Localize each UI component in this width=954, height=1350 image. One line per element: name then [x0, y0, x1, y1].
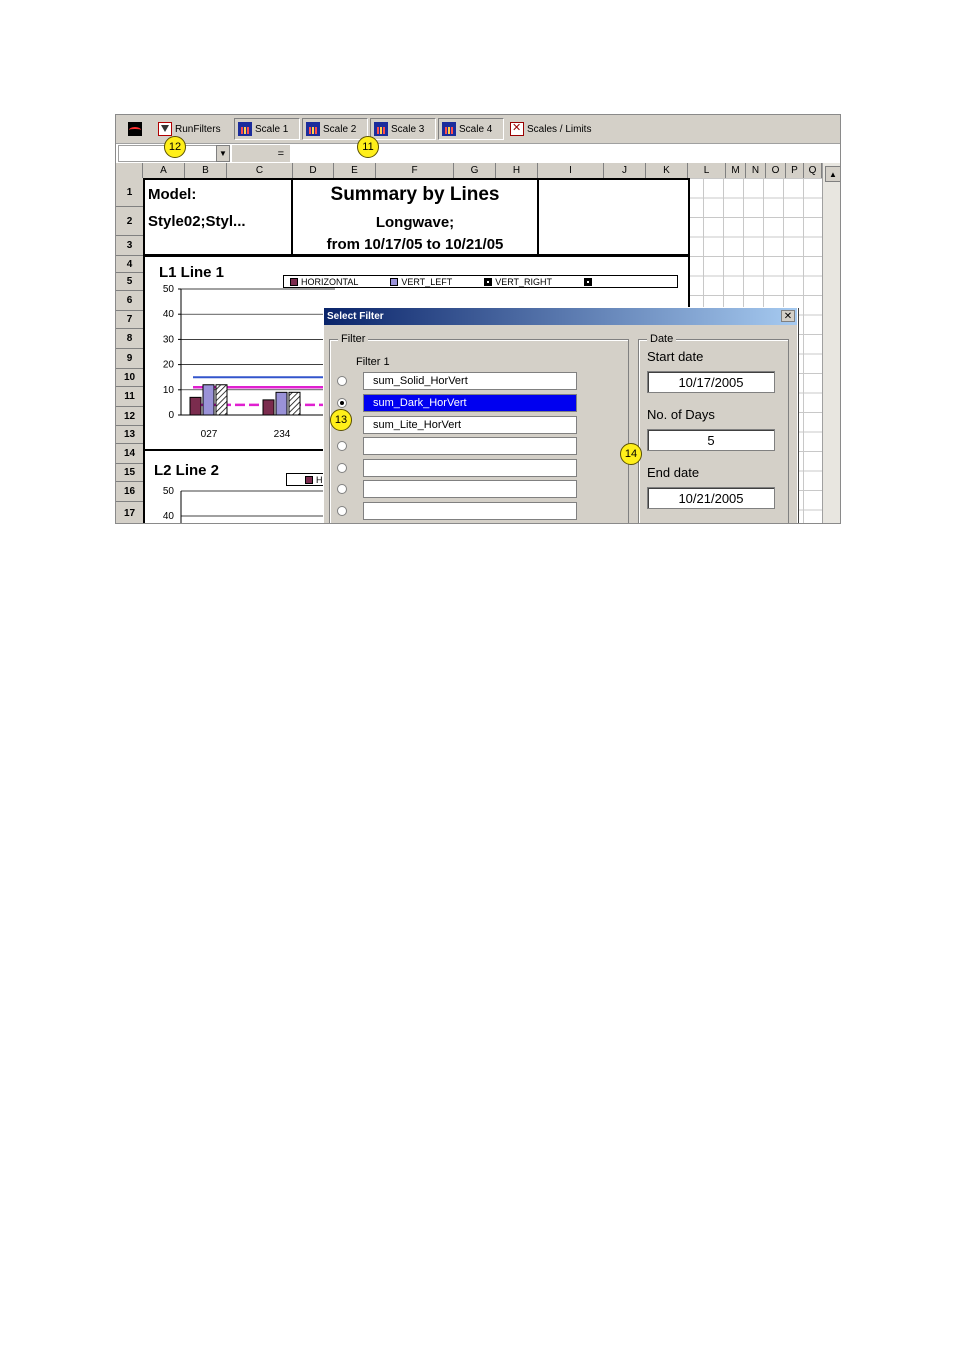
legend-item [584, 278, 595, 286]
filter-item[interactable]: sum_Solid_HorVert [363, 372, 577, 390]
chart-legend [283, 275, 678, 288]
bar [203, 385, 214, 415]
scale-2-label: Scale 2 [323, 123, 357, 135]
y-tick-label: 30 [162, 334, 174, 346]
run-filters-label: RunFilters [175, 123, 221, 135]
dialog-title: Select Filter [327, 311, 384, 322]
column-header[interactable]: I [538, 163, 604, 178]
start-date-field[interactable]: 10/17/2005 [647, 371, 775, 393]
column-header[interactable]: D [293, 163, 334, 178]
model-box [143, 178, 293, 256]
filter-item[interactable] [363, 459, 577, 477]
y-tick-label: 40 [162, 309, 174, 321]
scale-1-button[interactable] [234, 118, 300, 140]
filter-item[interactable]: sum_Lite_HorVert [363, 416, 577, 434]
excel-window [115, 114, 841, 524]
row-header[interactable]: 10 [116, 369, 143, 387]
date-group [638, 333, 789, 524]
y-tick-label: 40 [162, 511, 174, 522]
bar-chart-icon [238, 122, 252, 136]
chart-title: L1 Line 1 [159, 264, 225, 281]
column-header[interactable]: Q [804, 163, 822, 178]
bar [263, 400, 274, 415]
date-group-label: Date [647, 333, 676, 345]
column-header[interactable]: F [376, 163, 454, 178]
date-range: from 10/17/05 to 10/21/05 [326, 236, 504, 253]
bar [190, 397, 201, 415]
callout-badge: 14 [620, 443, 642, 465]
row-headers [116, 178, 143, 524]
page-title: Summary by Lines [330, 184, 500, 205]
legend-item: VERT_LEFT [390, 277, 452, 287]
chart-title: L2 Line 2 [154, 462, 220, 479]
column-header[interactable]: N [746, 163, 766, 178]
filter-radio[interactable] [337, 484, 347, 494]
y-tick-label: 20 [162, 359, 174, 371]
row-header[interactable]: 15 [116, 464, 143, 482]
column-header[interactable]: C [227, 163, 293, 178]
filter-item[interactable] [363, 502, 577, 520]
filter-radio[interactable] [337, 506, 347, 516]
column-header[interactable]: L [688, 163, 726, 178]
filter-item-selected[interactable]: sum_Dark_HorVert [363, 394, 577, 412]
y-tick-label: 50 [162, 486, 174, 497]
legend-item: H [305, 475, 323, 485]
legend-item: VERT_RIGHT [484, 277, 552, 287]
row-header[interactable]: 8 [116, 329, 143, 349]
filter-item[interactable] [363, 480, 577, 498]
scale-3-label: Scale 3 [391, 123, 425, 135]
row-header[interactable]: 11 [116, 387, 143, 407]
bar [216, 385, 227, 415]
y-tick-label: 50 [162, 284, 174, 295]
num-days-field[interactable]: 5 [647, 429, 775, 451]
filter-icon [158, 122, 172, 136]
bar [276, 392, 287, 415]
x-tick-label: 027 [200, 429, 218, 440]
waveform-button[interactable] [124, 118, 150, 140]
row-header[interactable]: 2 [116, 207, 143, 236]
row-header[interactable]: 7 [116, 311, 143, 329]
select-filter-dialog [323, 307, 798, 524]
filter-item[interactable] [363, 437, 577, 455]
chevron-up-icon: ▲ [829, 169, 837, 179]
scale-4-label: Scale 4 [459, 123, 493, 135]
column-header[interactable]: E [334, 163, 376, 178]
bar-chart-icon [442, 122, 456, 136]
row-header[interactable]: 5 [116, 273, 143, 291]
formula-equals[interactable]: = [232, 145, 290, 162]
row-header[interactable]: 6 [116, 291, 143, 311]
filter-radio[interactable] [337, 463, 347, 473]
filter-group-label: Filter [338, 333, 368, 345]
filter-group [329, 333, 629, 524]
model-label: Model: [148, 186, 197, 203]
callout-badge: 11 [357, 136, 379, 158]
column-header[interactable]: K [646, 163, 688, 178]
legend-swatch [390, 278, 398, 286]
column-header[interactable]: H [496, 163, 538, 178]
column-header[interactable]: O [766, 163, 786, 178]
column-header[interactable]: J [604, 163, 646, 178]
formula-bar [116, 143, 841, 164]
filter-radio[interactable] [337, 376, 347, 386]
row-header[interactable]: 17 [116, 502, 143, 524]
chevron-down-icon: ▼ [219, 149, 227, 158]
legend-item: HORIZONTAL [290, 277, 358, 287]
column-header[interactable]: B [185, 163, 227, 178]
summary-right-box [537, 178, 690, 256]
end-date-field[interactable]: 10/21/2005 [647, 487, 775, 509]
page-subtitle: Longwave; [375, 214, 455, 231]
scale-1-label: Scale 1 [255, 123, 289, 135]
row-header[interactable]: 3 [116, 236, 143, 256]
callout-badge: 12 [164, 136, 186, 158]
y-tick-label: 0 [168, 410, 174, 421]
row-header[interactable]: 16 [116, 482, 143, 502]
legend-swatch [484, 278, 492, 286]
chart-1-plot [145, 279, 335, 449]
scale-4-button[interactable] [438, 118, 504, 140]
column-header[interactable]: P [786, 163, 804, 178]
vertical-scrollbar[interactable] [822, 163, 841, 524]
column-header[interactable]: A [143, 163, 185, 178]
bar-chart-icon [306, 122, 320, 136]
row-header[interactable]: 4 [116, 256, 143, 273]
bar [289, 392, 300, 415]
row-header[interactable]: 1 [116, 178, 143, 207]
start-date-label: Start date [647, 349, 704, 364]
scale-2-button[interactable] [302, 118, 368, 140]
filter-radio[interactable] [337, 441, 347, 451]
close-icon: ✕ [783, 310, 793, 322]
close-button[interactable] [781, 310, 795, 322]
scroll-up-arrow[interactable] [825, 166, 841, 182]
select-all-corner[interactable] [116, 163, 143, 178]
toolbar [116, 115, 841, 143]
row-header[interactable]: 13 [116, 426, 143, 444]
filter-radio[interactable] [337, 398, 347, 408]
run-filters-button[interactable] [154, 118, 232, 140]
column-header[interactable]: M [726, 163, 746, 178]
scales-limits-label: Scales / Limits [527, 123, 592, 135]
column-header[interactable]: G [454, 163, 496, 178]
callout-badge: 13 [330, 409, 352, 431]
scale-3-button[interactable] [370, 118, 436, 140]
legend-swatch [584, 278, 592, 286]
row-header[interactable]: 12 [116, 407, 143, 426]
scales-limits-button[interactable] [506, 118, 602, 140]
tools-icon [510, 122, 524, 136]
row-header[interactable]: 14 [116, 444, 143, 464]
chart-2-plot [145, 479, 335, 524]
bar-chart-icon [374, 122, 388, 136]
filter-1-label: Filter 1 [356, 356, 390, 368]
y-tick-label: 10 [162, 384, 174, 396]
summary-title-box [291, 178, 539, 256]
row-header[interactable]: 9 [116, 349, 143, 369]
column-headers [116, 163, 841, 179]
num-days-label: No. of Days [647, 407, 715, 422]
end-date-label: End date [647, 465, 700, 480]
x-tick-label: 234 [273, 429, 291, 440]
waveform-icon [128, 122, 142, 136]
dialog-titlebar[interactable] [324, 308, 797, 325]
model-value: Style02;Styl... [148, 213, 246, 230]
name-box-dropdown[interactable] [216, 145, 230, 162]
